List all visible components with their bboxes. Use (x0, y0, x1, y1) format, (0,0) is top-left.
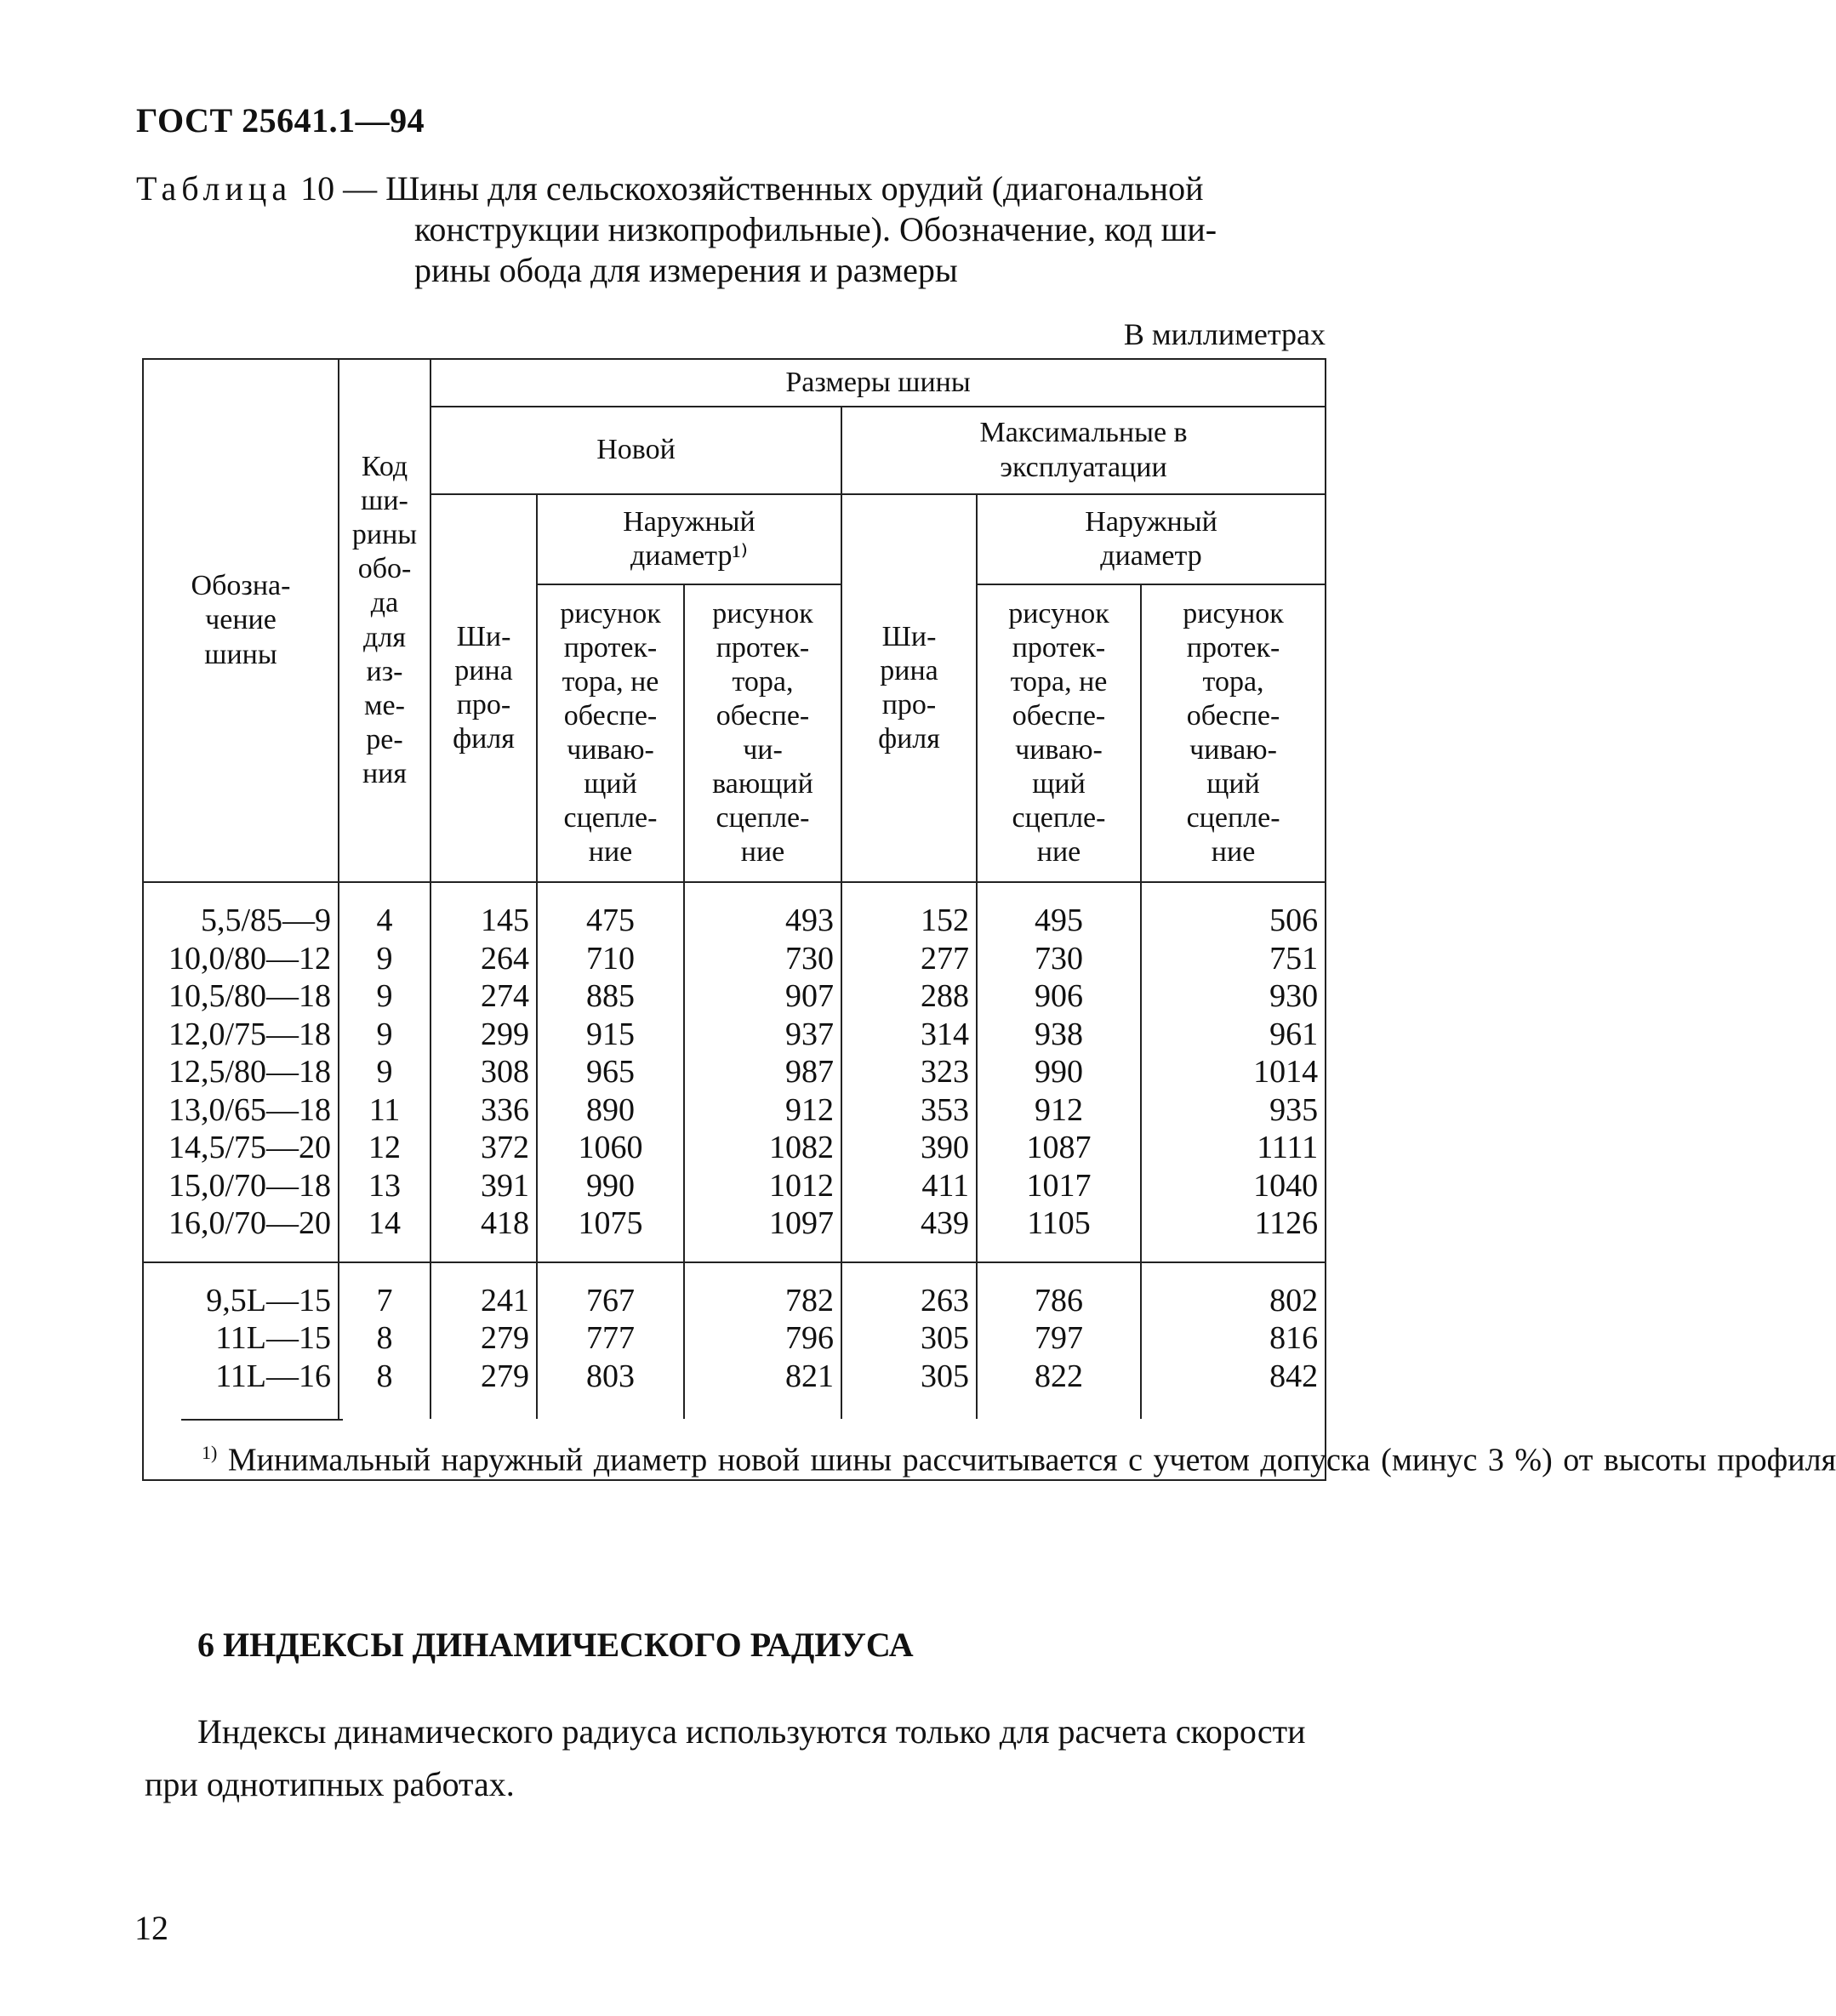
cell-width-max: 305 (841, 1319, 977, 1358)
section-paragraph: Индексы динамического радиуса используются только для расчета скорости при однотипных работах. (145, 1712, 1306, 1803)
document-header-gost: ГОСТ 25641.1—94 (136, 101, 425, 140)
cell-rim-code: 9 (339, 1053, 430, 1091)
table-caption-label: Таблица (136, 169, 293, 208)
col-outer-diameter-max: Наружный диаметр (977, 494, 1326, 584)
cell-diam-grip-max: 506 (1141, 882, 1326, 940)
cell-diam-no-grip-new: 1075 (537, 1204, 684, 1262)
table-row (143, 1129, 1326, 1167)
cell-width-new: 299 (430, 1016, 537, 1054)
cell-rim-code: 9 (339, 1016, 430, 1054)
col-designation: Обозна- чение шины (143, 359, 339, 882)
cell-width-max: 263 (841, 1262, 977, 1320)
cell-diam-no-grip-max: 990 (977, 1053, 1141, 1091)
cell-diam-no-grip-new: 915 (537, 1016, 684, 1054)
cell-diam-no-grip-max: 1017 (977, 1167, 1141, 1205)
footnote-row (143, 1419, 1326, 1480)
cell-designation: 9,5L—15 (143, 1262, 339, 1320)
col-profile-width-max: Ши- рина про- филя (841, 494, 977, 882)
table-row (143, 1204, 1326, 1262)
cell-width-new: 418 (430, 1204, 537, 1262)
cell-diam-grip-max: 842 (1141, 1358, 1326, 1420)
cell-diam-no-grip-max: 906 (977, 977, 1141, 1016)
cell-diam-no-grip-new: 885 (537, 977, 684, 1016)
cell-diam-grip-max: 1040 (1141, 1167, 1326, 1205)
cell-diam-grip-new: 937 (684, 1016, 841, 1054)
cell-diam-grip-new: 1012 (684, 1167, 841, 1205)
cell-diam-grip-max: 1014 (1141, 1053, 1326, 1091)
cell-diam-no-grip-max: 797 (977, 1319, 1141, 1358)
col-tread-grip-max: рисунок протек- тора, обеспе- чиваю- щий сцепле- ние (1141, 584, 1326, 882)
cell-diam-grip-new: 821 (684, 1358, 841, 1420)
cell-width-new: 145 (430, 882, 537, 940)
col-profile-width-new: Ши- рина про- филя (430, 494, 537, 882)
table-row (143, 882, 1326, 940)
footnote-text: Минимальный наружный диаметр новой шины рассчитывается с учетом допуска (минус 3 %) от высоты профиля (227, 1442, 1836, 1478)
cell-rim-code: 12 (339, 1129, 430, 1167)
table-row (143, 1167, 1326, 1205)
cell-diam-no-grip-max: 786 (977, 1262, 1141, 1320)
cell-diam-no-grip-max: 822 (977, 1358, 1141, 1420)
cell-designation: 12,5/80—18 (143, 1053, 339, 1091)
table-footnote (143, 1419, 1836, 1480)
cell-diam-no-grip-new: 990 (537, 1167, 684, 1205)
table-row (143, 1053, 1326, 1091)
table-row (143, 977, 1326, 1016)
cell-designation: 10,5/80—18 (143, 977, 339, 1016)
cell-diam-grip-new: 782 (684, 1262, 841, 1320)
cell-diam-no-grip-max: 495 (977, 882, 1141, 940)
footnote-text-block (151, 1434, 1836, 1479)
cell-width-new: 336 (430, 1091, 537, 1130)
cell-width-new: 274 (430, 977, 537, 1016)
cell-designation: 13,0/65—18 (143, 1091, 339, 1130)
cell-width-max: 323 (841, 1053, 977, 1091)
col-tread-no-grip-max: рисунок протек- тора, не обеспе- чиваю- щий сцепле- ние (977, 584, 1141, 882)
cell-diam-no-grip-new: 777 (537, 1319, 684, 1358)
cell-diam-grip-max: 1111 (1141, 1129, 1326, 1167)
cell-rim-code: 7 (339, 1262, 430, 1320)
cell-diam-no-grip-new: 890 (537, 1091, 684, 1130)
cell-width-max: 314 (841, 1016, 977, 1054)
cell-diam-grip-max: 802 (1141, 1262, 1326, 1320)
cell-diam-grip-new: 907 (684, 977, 841, 1016)
cell-diam-grip-new: 912 (684, 1091, 841, 1130)
table-caption-number: 10 (300, 169, 335, 208)
cell-diam-grip-max: 930 (1141, 977, 1326, 1016)
cell-rim-code: 8 (339, 1358, 430, 1420)
table-head (143, 359, 1326, 882)
table-caption-line1: Шины для сельскохозяйственных орудий (диагональной (385, 169, 1204, 208)
col-tread-grip-new: рисунок протек- тора, обеспе- чи- вающий сцепле- ние (684, 584, 841, 882)
col-outer-diameter-new: Наружный диаметр¹⁾ (537, 494, 841, 584)
cell-diam-grip-new: 1082 (684, 1129, 841, 1167)
cell-width-max: 411 (841, 1167, 977, 1205)
cell-width-new: 308 (430, 1053, 537, 1091)
cell-diam-no-grip-max: 1105 (977, 1204, 1141, 1262)
table-row (143, 1091, 1326, 1130)
cell-diam-grip-max: 1126 (1141, 1204, 1326, 1262)
cell-diam-no-grip-max: 730 (977, 940, 1141, 978)
cell-diam-grip-new: 796 (684, 1319, 841, 1358)
cell-diam-grip-new: 987 (684, 1053, 841, 1091)
table-caption-dash: — (343, 169, 378, 208)
cell-diam-grip-max: 935 (1141, 1091, 1326, 1130)
cell-width-new: 264 (430, 940, 537, 978)
cell-diam-no-grip-new: 710 (537, 940, 684, 978)
cell-width-max: 288 (841, 977, 977, 1016)
cell-diam-grip-new: 493 (684, 882, 841, 940)
cell-diam-no-grip-max: 938 (977, 1016, 1141, 1054)
cell-designation: 10,0/80—12 (143, 940, 339, 978)
table-body (143, 882, 1836, 1480)
cell-width-max: 439 (841, 1204, 977, 1262)
cell-diam-no-grip-max: 912 (977, 1091, 1141, 1130)
cell-rim-code: 11 (339, 1091, 430, 1130)
cell-rim-code: 13 (339, 1167, 430, 1205)
cell-rim-code: 9 (339, 940, 430, 978)
cell-designation: 15,0/70—18 (143, 1167, 339, 1205)
cell-rim-code: 9 (339, 977, 430, 1016)
cell-rim-code: 4 (339, 882, 430, 940)
col-tire-dimensions: Размеры шины (430, 359, 1326, 407)
cell-width-new: 241 (430, 1262, 537, 1320)
table-row (143, 1319, 1326, 1358)
cell-diam-no-grip-new: 1060 (537, 1129, 684, 1167)
cell-designation: 14,5/75—20 (143, 1129, 339, 1167)
cell-designation: 11L—16 (143, 1358, 339, 1420)
cell-width-new: 279 (430, 1358, 537, 1420)
cell-diam-no-grip-max: 1087 (977, 1129, 1141, 1167)
page-number: 12 (134, 1909, 168, 1947)
cell-designation: 11L—15 (143, 1319, 339, 1358)
cell-diam-grip-max: 751 (1141, 940, 1326, 978)
cell-diam-no-grip-new: 803 (537, 1358, 684, 1420)
cell-designation: 16,0/70—20 (143, 1204, 339, 1262)
cell-diam-no-grip-new: 965 (537, 1053, 684, 1091)
cell-width-max: 277 (841, 940, 977, 978)
table-row (143, 1016, 1326, 1054)
table-row (143, 940, 1326, 978)
section-heading: 6 ИНДЕКСЫ ДИНАМИЧЕСКОГО РАДИУСА (197, 1626, 914, 1664)
cell-width-max: 305 (841, 1358, 977, 1420)
cell-designation: 12,0/75—18 (143, 1016, 339, 1054)
table-row (143, 1358, 1326, 1420)
cell-width-max: 353 (841, 1091, 977, 1130)
cell-width-new: 279 (430, 1319, 537, 1358)
cell-diam-no-grip-new: 767 (537, 1262, 684, 1320)
cell-diam-grip-max: 816 (1141, 1319, 1326, 1358)
table-row (143, 1262, 1326, 1320)
col-new: Новой (430, 407, 841, 494)
cell-width-max: 152 (841, 882, 977, 940)
footnote-marker: 1) (202, 1442, 218, 1463)
cell-diam-grip-max: 961 (1141, 1016, 1326, 1054)
cell-designation: 5,5/85—9 (143, 882, 339, 940)
table-caption (136, 168, 1327, 291)
cell-width-max: 390 (841, 1129, 977, 1167)
cell-diam-grip-new: 730 (684, 940, 841, 978)
cell-rim-code: 8 (339, 1319, 430, 1358)
tire-table (142, 358, 1836, 1481)
col-tread-no-grip-new: рисунок протек- тора, не обеспе- чиваю- щий сцепле- ние (537, 584, 684, 882)
col-rim-code: Код ши- рины обо- да для из- ме- ре- ния (339, 359, 430, 882)
footnote-divider (181, 1419, 343, 1421)
table-units: В миллиметрах (1123, 317, 1326, 351)
col-max-in-service: Максимальные в эксплуатации (841, 407, 1326, 494)
table-caption-line3: рины обода для измерения и размеры (414, 251, 958, 289)
cell-width-new: 372 (430, 1129, 537, 1167)
cell-diam-grip-new: 1097 (684, 1204, 841, 1262)
cell-diam-no-grip-new: 475 (537, 882, 684, 940)
cell-rim-code: 14 (339, 1204, 430, 1262)
table-caption-line2: конструкции низкопрофильные). Обозначение, код ши- (414, 210, 1217, 248)
cell-width-new: 391 (430, 1167, 537, 1205)
